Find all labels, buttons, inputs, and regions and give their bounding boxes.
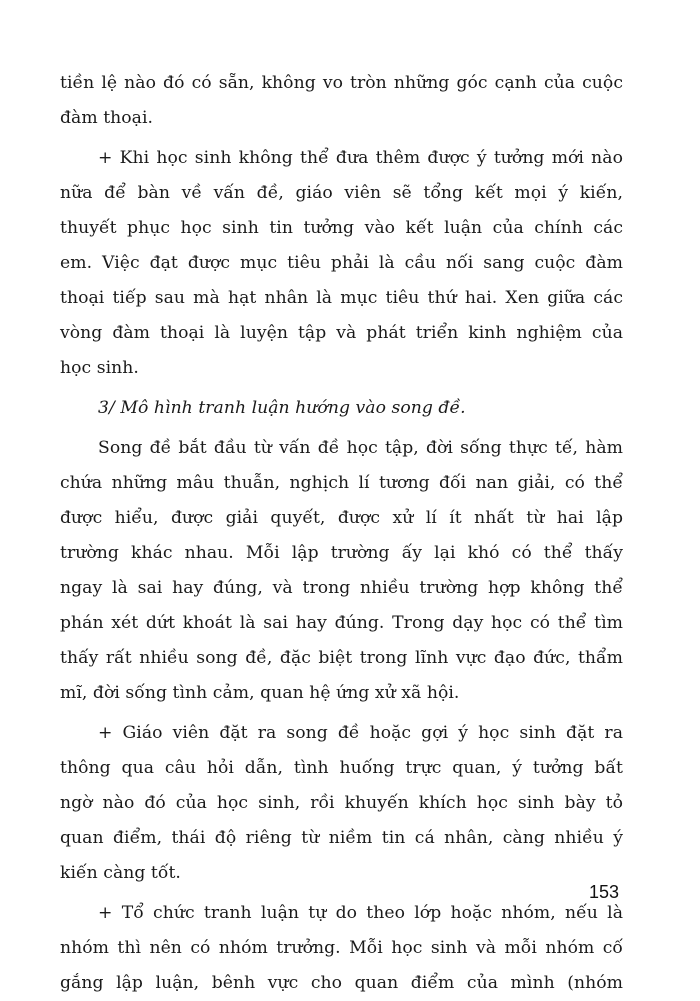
text-line: thuyết phục học sinh tin tưởng vào kết luận của chính các [60, 218, 623, 238]
text-line: kiến càng tốt. [60, 863, 181, 883]
text-line: chứa những mâu thuẫn, nghịch lí tương đối nan giải, có thể [60, 473, 623, 493]
paragraph-debate-bullet [60, 896, 623, 1001]
text-line: + Giáo viên đặt ra song đề hoặc gợi ý học sinh đặt ra [98, 723, 623, 743]
text-line: thoại tiếp sau mà hạt nhân là mục tiêu thứ hai. Xen giữa các [60, 288, 623, 308]
text-line: thấy rất nhiều song đề, đặc biệt trong lĩnh vực đạo đức, thẩm [60, 648, 623, 668]
text-line: nhóm thì nên có nhóm trưởng. Mỗi học sinh và mỗi nhóm cố [60, 938, 623, 958]
section-heading [60, 391, 623, 426]
text-line: được hiểu, được giải quyết, được xử lí ít nhất từ hai lập [60, 508, 623, 528]
text-line: + Khi học sinh không thể đưa thêm được ý tưởng mới nào [98, 148, 623, 168]
paragraph-summary-bullet [60, 141, 623, 386]
text-line: đàm thoại. [60, 108, 154, 128]
text-line: mĩ, đời sống tình cảm, quan hệ ứng xử xã hội. [60, 683, 460, 703]
page-body [60, 66, 623, 1001]
text-line: gắng lập luận, bênh vực cho quan điểm của mình (nhóm [60, 973, 623, 993]
text-line: ngay là sai hay đúng, và trong nhiều trường hợp không thể [60, 578, 623, 598]
paragraph-teacher-bullet [60, 716, 623, 891]
text-line: thông qua câu hỏi dẫn, tình huống trực quan, ý tưởng bất [60, 758, 623, 778]
text-line: trường khác nhau. Mỗi lập trường ấy lại khó có thể thấy [60, 543, 623, 563]
paragraph-song-de [60, 431, 623, 711]
text-line: + Tổ chức tranh luận tự do theo lớp hoặc nhóm, nếu là [98, 903, 623, 923]
text-line: Song đề bắt đầu từ vấn đề học tập, đời sống thực tế, hàm [98, 438, 623, 458]
page-number: 153 [589, 882, 620, 902]
text-line: phán xét dứt khoát là sai hay đúng. Trong dạy học có thể tìm [60, 613, 623, 633]
text-line: vòng đàm thoại là luyện tập và phát triển kinh nghiệm của [60, 323, 623, 343]
text-line: quan điểm, thái độ riêng từ niềm tin cá nhân, càng nhiều ý [60, 828, 623, 848]
text-line: nữa để bàn về vấn đề, giáo viên sẽ tổng kết mọi ý kiến, [60, 183, 623, 203]
text-line: em. Việc đạt được mục tiêu phải là cầu nối sang cuộc đàm [60, 253, 623, 273]
section-heading-text: 3/ Mô hình tranh luận hướng vào song đề. [98, 398, 466, 418]
text-line: học sinh. [60, 358, 139, 378]
paragraph-continuation [60, 66, 623, 136]
text-line: tiền lệ nào đó có sẵn, không vo tròn những góc cạnh của cuộc [60, 73, 623, 93]
text-line: ngờ nào đó của học sinh, rồi khuyến khích học sinh bày tỏ [60, 793, 623, 813]
